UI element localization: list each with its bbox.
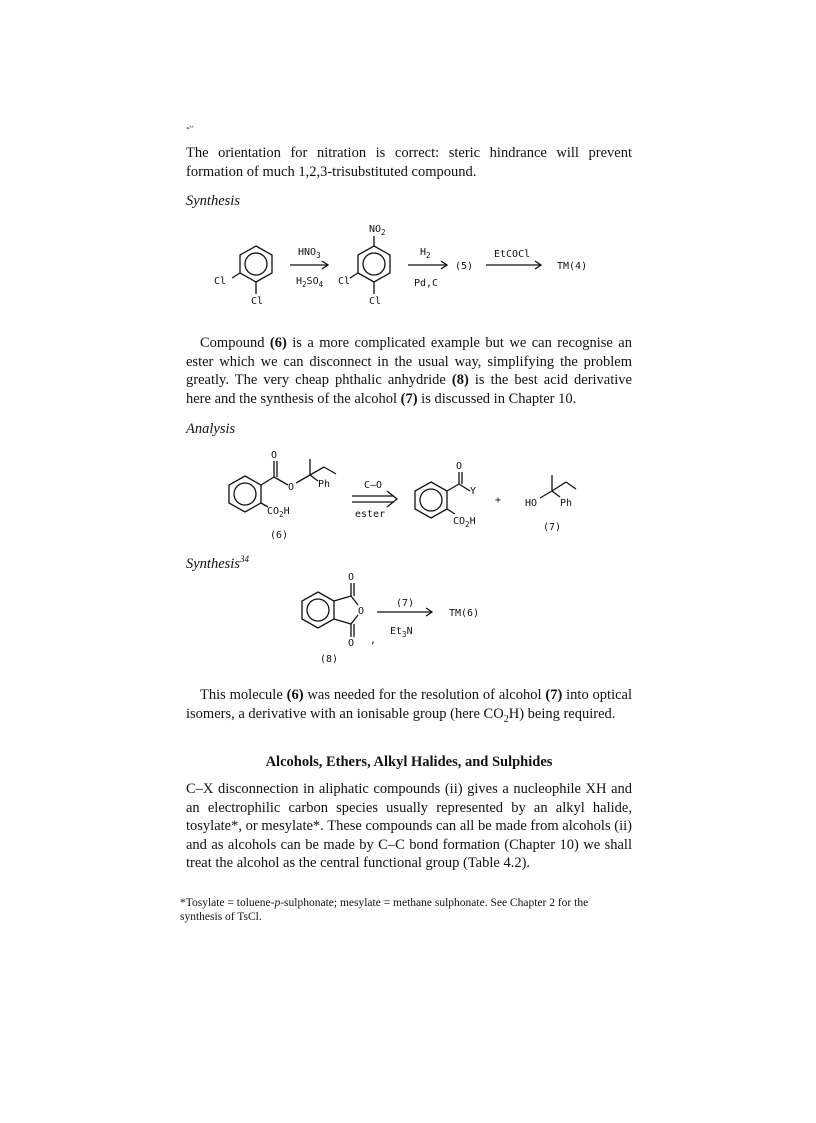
compound-5-label: (5) [455,261,474,272]
heading-synthesis: Synthesis$^{34}$ [186,554,249,572]
hydroxyl-label: HO [525,498,538,509]
carbonyl-oxygen: O [348,572,355,583]
carbonyl-oxygen: O [271,450,278,461]
target-molecule-6: TM(6) [449,608,480,619]
chloro-label: Cl [214,276,227,287]
target-molecule-4: TM(4) [557,261,588,272]
reagent-hno3: $HNO_3$ [298,247,321,260]
nitro-label: $NO_2$ [369,224,386,237]
ester-oxygen: O [288,482,295,493]
paragraph-resolution: This molecule (6) was needed for the resolution of alcohol (7) into optical isomers, a derivative with an ionisable group (here $CO_2H$) being required. [186,687,633,725]
reagent-triethylamine: $Et_3N$ [390,626,413,639]
chloro-label: Cl [251,296,264,307]
heading-synthesis: Synthesis [186,193,240,209]
reagent-alcohol-7: (7) [396,598,415,609]
compound-7-label: (7) [543,522,562,533]
stray-comma: , [370,635,377,646]
section-title: Alcohols, Ethers, Alkyl Halides, and Sulphides [265,754,553,770]
paragraph-compound-6: Compound (6) is a more complicated example but we can recognise an ester which we can disconnect in the usual way, simplifying the problem greatly. The very cheap phthalic anhydride (8) is the best acid derivative here and the synthesis of the alcohol (7) is discussed in Chapter 10. [186,335,632,407]
carboxylic-acid-label: $CO_2H$ [267,506,290,519]
reagent-h2so4: $H_2SO_4$ [296,276,324,289]
plus-sign: + [495,495,502,506]
heading-analysis: Analysis [186,421,236,437]
chloro-label: Cl [369,296,382,307]
reagent-pd-c: Pd,C [414,278,439,289]
phenyl-label: Ph [318,479,331,490]
carboxylic-acid-label: $CO_2H$ [453,516,476,529]
compound-6-label: (6) [270,530,289,541]
carbonyl-oxygen: O [456,461,463,472]
chloro-label: Cl [338,276,351,287]
phthalic-anhydride-structure [302,572,364,665]
phenyl-label: Ph [560,498,573,509]
paragraph-cx-disconnection: C–X disconnection in aliphatic compounds (ii) gives a nucleophile XH and an electrophilic carbon species usually represented by an alkyl halide, tosylate*, or mesylate*. These compounds can all be made from alcohols (ii) and as alcohols can be made by C–C bond formation (Chapter 10) we shall treat the alcohol as the central functional group (Table 4.2). [186,781,632,872]
paragraph-nitration: The orientation for nitration is correct: steric hindrance will prevent formation of much 1,2,3-trisubstituted compound. [186,145,632,180]
footnote: *Tosylate = toluene-p-sulphonate; mesylate = methane sulphonate. See Chapter 2 for the synthesis of TsCl. [180,897,589,923]
disconnection-label: C–O [364,480,383,491]
ring-oxygen: O [358,606,365,617]
leaving-group-y: Y [470,486,477,497]
corner-mark: -ᵕ [186,120,194,134]
carbonyl-oxygen: O [348,638,355,649]
compound-8-label: (8) [320,654,339,665]
reagent-etcocl: EtCOCl [494,249,531,260]
disconnection-type: ester [355,509,386,520]
reagent-h2: $H_2$ [420,247,431,260]
